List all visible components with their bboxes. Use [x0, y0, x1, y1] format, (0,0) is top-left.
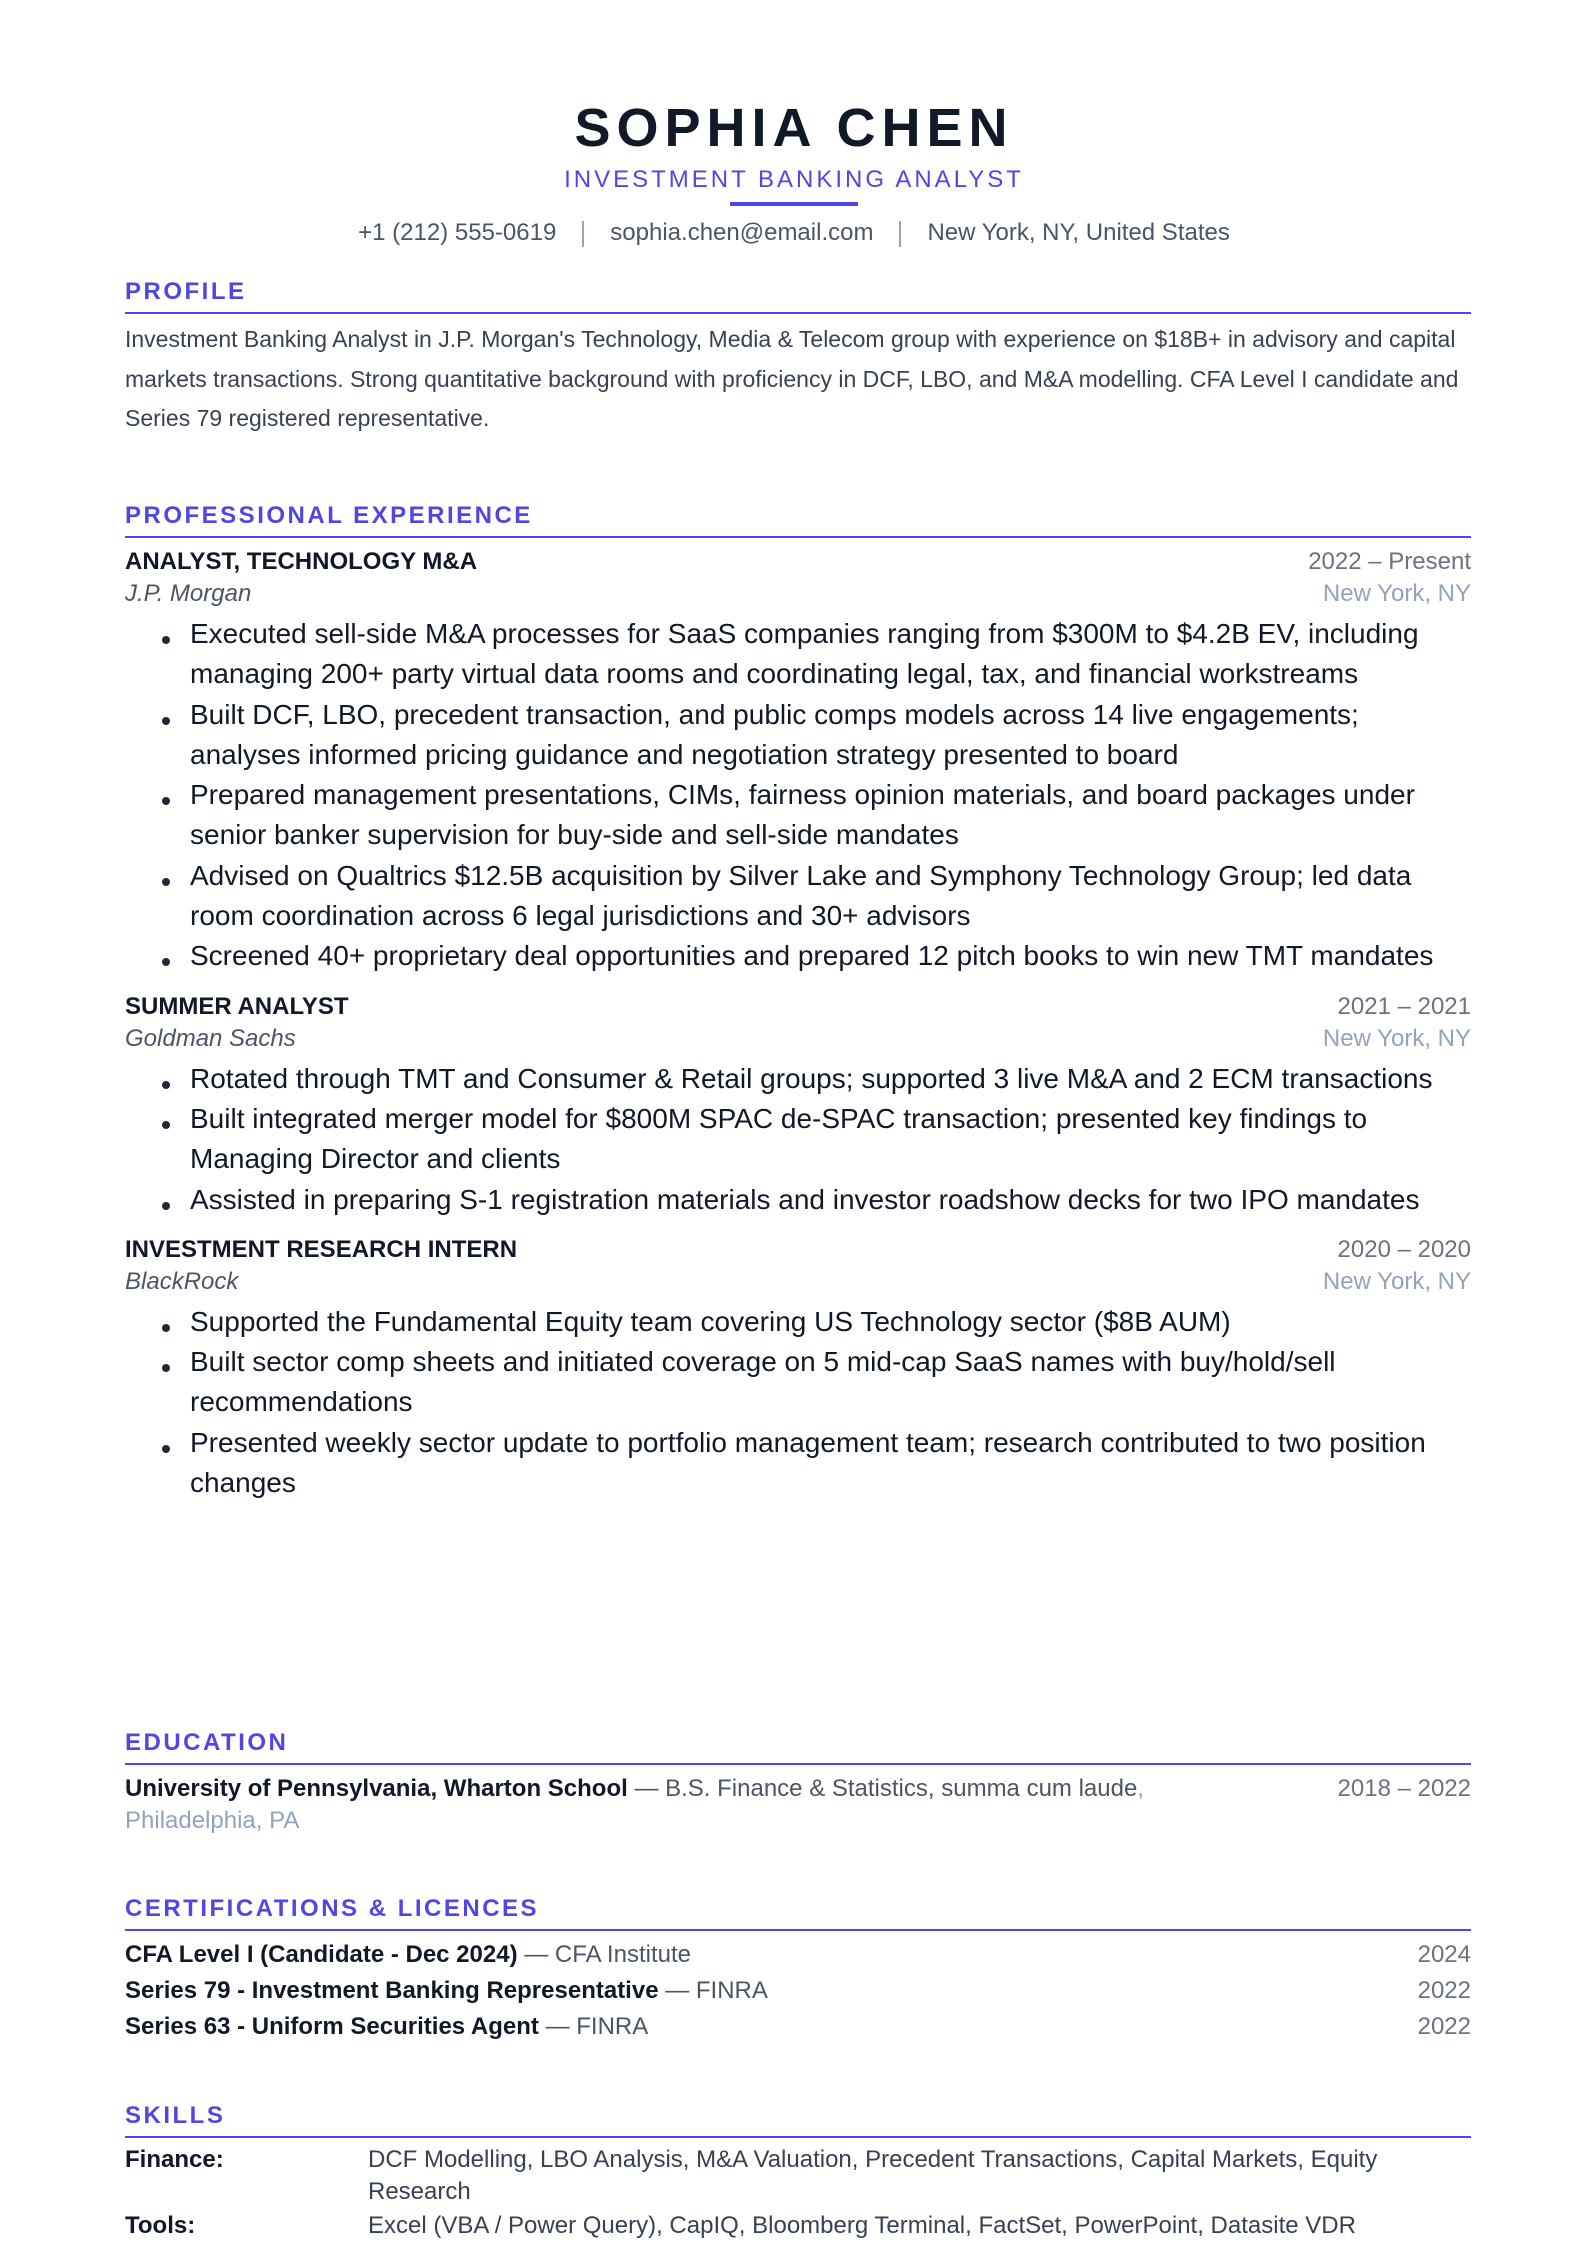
certification-issuer: — FINRA	[538, 2013, 649, 2040]
job-title: SUMMER ANALYST	[125, 992, 349, 1020]
list-item: Screened 40+ proprietary deal opportunities and prepared 12 pitch books to win new TMT mandates	[125, 936, 1471, 976]
skill-row	[125, 2210, 1471, 2242]
job-company: Goldman Sachs	[125, 1024, 296, 1052]
skill-value: Excel (VBA / Power Query), CapIQ, Bloomberg Terminal, FactSet, PowerPoint, Datasite VDR	[368, 2212, 1356, 2239]
list-item: Prepared management presentations, CIMs, fairness opinion materials, and board packages under senior banker supervision for buy-side and sell-side mandates	[125, 775, 1471, 856]
job-bullets	[125, 1302, 1471, 1503]
certification-name: Series 63 - Uniform Securities Agent	[125, 2013, 539, 2040]
list-item: Presented weekly sector update to portfolio management team; research contributed to two position changes	[125, 1423, 1471, 1504]
certification-issuer: — FINRA	[658, 1977, 768, 2004]
list-item: Advised on Qualtrics $12.5B acquisition by Silver Lake and Symphony Technology Group; led data room coordination across 6 legal jurisdictions and 30+ advisors	[125, 856, 1471, 937]
contact-line	[0, 216, 1588, 250]
certification-year: 2022	[1417, 2013, 1471, 2040]
contact-separator	[899, 221, 901, 247]
job-dates: 2020 – 2020	[1337, 1235, 1471, 1263]
job-company: BlackRock	[125, 1267, 239, 1295]
school-name: University of Pennsylvania, Wharton School	[125, 1775, 628, 1802]
profile-summary: Investment Banking Analyst in J.P. Morgan's Technology, Media & Telecom group with experience on $18B+ in advisory and capital markets transactions. Strong quantitative background with proficiency in DCF, LBO, and M&A modelling. CFA Level I candidate and Series 79 registered representative.	[125, 326, 1459, 431]
certification-item	[125, 1973, 1471, 2009]
section-title-certifications: CERTIFICATIONS & LICENCES	[125, 1895, 540, 1922]
candidate-title: INVESTMENT BANKING ANALYST	[564, 166, 1024, 193]
section-divider	[125, 536, 1471, 538]
section-title-experience: PROFESSIONAL EXPERIENCE	[125, 502, 533, 529]
job-entry	[125, 1234, 1471, 1503]
degree: — B.S. Finance & Statistics, summa cum laude	[627, 1775, 1138, 1802]
experience-section	[125, 500, 1471, 1503]
title-underline	[730, 202, 858, 206]
education-section	[125, 1727, 1471, 1837]
section-title-skills: SKILLS	[125, 2102, 226, 2129]
candidate-name: SOPHIA CHEN	[574, 98, 1014, 158]
skill-value: DCF Modelling, LBO Analysis, M&A Valuation, Precedent Transactions, Capital Markets, Equity Research	[368, 2146, 1378, 2205]
section-divider	[125, 1929, 1471, 1931]
job-entry	[125, 991, 1471, 1220]
certification-item	[125, 2009, 1471, 2045]
job-bullets	[125, 1059, 1471, 1220]
job-location: New York, NY	[1322, 580, 1471, 607]
section-divider	[125, 1763, 1471, 1765]
job-location: New York, NY	[1322, 1267, 1471, 1295]
school-location: Philadelphia, PA	[125, 1807, 300, 1834]
contact-location: New York, NY, United States	[927, 219, 1230, 246]
list-item: Supported the Fundamental Equity team covering US Technology sector ($8B AUM)	[125, 1302, 1471, 1342]
skill-label: Tools:	[125, 2212, 196, 2239]
certification-issuer: — CFA Institute	[517, 1941, 691, 1968]
job-dates: 2021 – 2021	[1337, 992, 1471, 1020]
job-title: ANALYST, TECHNOLOGY M&A	[125, 548, 478, 575]
profile-section	[125, 276, 1471, 439]
skill-label: Finance:	[125, 2146, 224, 2173]
section-title-profile: PROFILE	[125, 278, 247, 305]
section-title-education: EDUCATION	[125, 1729, 289, 1756]
list-item: Assisted in preparing S-1 registration materials and investor roadshow decks for two IPO mandates	[125, 1180, 1471, 1220]
education-dates: 2018 – 2022	[1337, 1775, 1471, 1802]
certification-item	[125, 1937, 1471, 1973]
certification-year: 2024	[1417, 1941, 1471, 1968]
certification-name: Series 79 - Investment Banking Representative	[125, 1977, 659, 2004]
job-entry	[125, 546, 1471, 977]
education-entry	[125, 1773, 1471, 1837]
resume-header	[0, 96, 1588, 250]
job-company: J.P. Morgan	[125, 580, 252, 607]
job-title: INVESTMENT RESEARCH INTERN	[125, 1235, 518, 1263]
list-item: Built sector comp sheets and initiated coverage on 5 mid-cap SaaS names with buy/hold/sell recommendations	[125, 1342, 1471, 1423]
degree-comma: ,	[1137, 1775, 1144, 1802]
contact-phone: +1 (212) 555-0619	[358, 219, 557, 246]
job-location: New York, NY	[1322, 1024, 1471, 1052]
section-divider	[125, 2136, 1471, 2138]
certifications-section	[125, 1893, 1471, 2045]
contact-email: sophia.chen@email.com	[610, 219, 874, 246]
job-bullets	[125, 614, 1471, 977]
job-dates: 2022 – Present	[1308, 548, 1471, 575]
list-item: Built DCF, LBO, precedent transaction, and public comps models across 14 live engagements; analyses informed pricing guidance and negotiation strategy presented to board	[125, 695, 1471, 776]
list-item: Rotated through TMT and Consumer & Retail groups; supported 3 live M&A and 2 ECM transactions	[125, 1059, 1471, 1099]
certification-list	[125, 1937, 1471, 2045]
certification-name: CFA Level I (Candidate - Dec 2024)	[125, 1941, 518, 1968]
certification-year: 2022	[1417, 1977, 1471, 2004]
section-divider	[125, 312, 1471, 314]
skills-section	[125, 2100, 1471, 2242]
list-item: Executed sell-side M&A processes for SaaS companies ranging from $300M to $4.2B EV, including managing 200+ party virtual data rooms and coordinating legal, tax, and financial workstreams	[125, 614, 1471, 695]
skill-row	[125, 2144, 1471, 2208]
contact-separator	[582, 221, 584, 247]
list-item: Built integrated merger model for $800M SPAC de-SPAC transaction; presented key findings to Managing Director and clients	[125, 1099, 1471, 1180]
